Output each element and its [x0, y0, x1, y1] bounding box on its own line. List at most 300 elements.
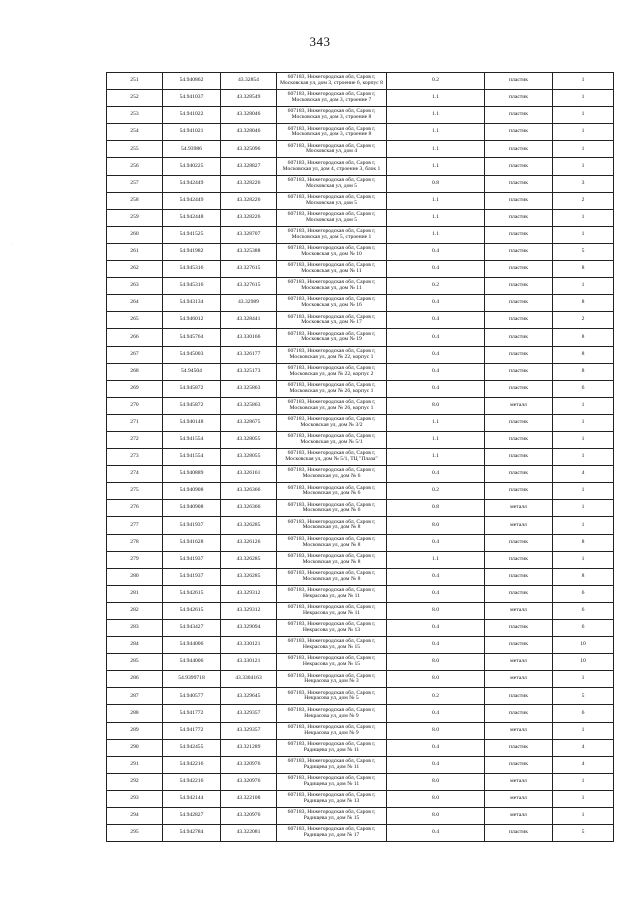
address-cell: 607183, Нижегородская обл, Саров г, Московская ул, дом № 5/1: [277, 431, 387, 448]
longitude-cell: 43.326285: [221, 517, 277, 534]
row-number-cell: 278: [107, 534, 163, 551]
longitude-cell: 43.322081: [221, 825, 277, 842]
container-sites-table: [106, 72, 614, 842]
count-cell: 8: [553, 363, 614, 380]
longitude-cell: 43.328441: [221, 312, 277, 329]
material-cell: пластик: [485, 585, 553, 602]
material-cell: пластик: [485, 534, 553, 551]
latitude-cell: 54.941982: [163, 243, 221, 260]
address-cell: 607183, Нижегородская обл, Саров г, Некрасова ул, дом № 11: [277, 602, 387, 619]
volume-cell: 1.1: [387, 414, 485, 431]
longitude-cell: 43.325863: [221, 380, 277, 397]
address-cell: 607183, Нижегородская обл, Саров г, Некрасова ул, дом № 9: [277, 705, 387, 722]
address-cell: 607183, Нижегородская обл, Саров г, Московская ул, дом № 6: [277, 500, 387, 517]
count-cell: 3: [553, 175, 614, 192]
address-cell: 607183, Нижегородская обл, Саров г, Радищева ул, дом № 11: [277, 739, 387, 756]
row-number-cell: 276: [107, 500, 163, 517]
row-number-cell: 291: [107, 756, 163, 773]
count-cell: 1: [553, 517, 614, 534]
count-cell: 8: [553, 568, 614, 585]
volume-cell: 0.2: [387, 688, 485, 705]
material-cell: пластик: [485, 107, 553, 124]
address-cell: 607183, Нижегородская обл, Саров г, Московская ул, дом № 19: [277, 329, 387, 346]
row-number-cell: 266: [107, 329, 163, 346]
longitude-cell: 43.3304163: [221, 671, 277, 688]
volume-cell: 1.1: [387, 209, 485, 226]
table-row: [107, 500, 614, 517]
count-cell: 6: [553, 585, 614, 602]
count-cell: 5: [553, 243, 614, 260]
longitude-cell: 43.328707: [221, 226, 277, 243]
material-cell: пластик: [485, 329, 553, 346]
volume-cell: 1.1: [387, 90, 485, 107]
count-cell: 1: [553, 722, 614, 739]
count-cell: 1: [553, 431, 614, 448]
count-cell: 1: [553, 671, 614, 688]
material-cell: пластик: [485, 414, 553, 431]
volume-cell: 8.0: [387, 602, 485, 619]
latitude-cell: 54.945316: [163, 278, 221, 295]
count-cell: 1: [553, 483, 614, 500]
row-number-cell: 255: [107, 141, 163, 158]
row-number-cell: 257: [107, 175, 163, 192]
material-cell: пластик: [485, 637, 553, 654]
row-number-cell: 294: [107, 808, 163, 825]
latitude-cell: 54.941628: [163, 534, 221, 551]
row-number-cell: 271: [107, 414, 163, 431]
latitude-cell: 54.943427: [163, 620, 221, 637]
material-cell: пластик: [485, 551, 553, 568]
volume-cell: 0.2: [387, 483, 485, 500]
row-number-cell: 258: [107, 192, 163, 209]
volume-cell: 0.4: [387, 705, 485, 722]
table-row: [107, 483, 614, 500]
table-row: [107, 329, 614, 346]
row-number-cell: 251: [107, 73, 163, 90]
longitude-cell: 43.329312: [221, 585, 277, 602]
latitude-cell: 54.940908: [163, 483, 221, 500]
address-cell: 607183, Нижегородская обл, Саров г, Некрасова ул, дом № 15: [277, 637, 387, 654]
table-row: [107, 739, 614, 756]
address-cell: 607183, Нижегородская обл, Саров г, Московская ул, дом № 22, корпус 1: [277, 346, 387, 363]
longitude-cell: 43.326126: [221, 534, 277, 551]
table-row: [107, 397, 614, 414]
longitude-cell: 43.329094: [221, 620, 277, 637]
longitude-cell: 43.328226: [221, 192, 277, 209]
material-cell: пластик: [485, 278, 553, 295]
latitude-cell: 54.942216: [163, 756, 221, 773]
material-cell: пластик: [485, 483, 553, 500]
count-cell: 4: [553, 739, 614, 756]
material-cell: пластик: [485, 73, 553, 90]
material-cell: металл: [485, 671, 553, 688]
address-cell: 607183, Нижегородская обл, Саров г, Московская ул, дом № 26, корпус 1: [277, 397, 387, 414]
row-number-cell: 261: [107, 243, 163, 260]
longitude-cell: 43.328226: [221, 175, 277, 192]
latitude-cell: 54.93986: [163, 141, 221, 158]
count-cell: 6: [553, 620, 614, 637]
latitude-cell: 54.940862: [163, 73, 221, 90]
longitude-cell: 43.326366: [221, 483, 277, 500]
address-cell: 607183, Нижегородская обл, Саров г, Некрасова ул, дом № 5: [277, 688, 387, 705]
latitude-cell: 54.942144: [163, 790, 221, 807]
page-number: 343: [309, 34, 331, 49]
material-cell: металл: [485, 808, 553, 825]
row-number-cell: 256: [107, 158, 163, 175]
latitude-cell: 54.943134: [163, 295, 221, 312]
row-number-cell: 262: [107, 261, 163, 278]
volume-cell: 0.4: [387, 585, 485, 602]
table-row: [107, 773, 614, 790]
row-number-cell: 284: [107, 637, 163, 654]
count-cell: 5: [553, 688, 614, 705]
row-number-cell: 295: [107, 825, 163, 842]
volume-cell: 8.0: [387, 808, 485, 825]
row-number-cell: 292: [107, 773, 163, 790]
address-cell: 607183, Нижегородская обл, Саров г, Московская ул, дом 4: [277, 141, 387, 158]
row-number-cell: 274: [107, 466, 163, 483]
volume-cell: 0.4: [387, 312, 485, 329]
table-row: [107, 209, 614, 226]
table-row: [107, 346, 614, 363]
material-cell: пластик: [485, 449, 553, 466]
row-number-cell: 279: [107, 551, 163, 568]
latitude-cell: 54.940577: [163, 688, 221, 705]
address-cell: 607183, Нижегородская обл, Саров г, Некрасова ул, дом № 9: [277, 722, 387, 739]
latitude-cell: 54.941554: [163, 431, 221, 448]
latitude-cell: 54.944006: [163, 637, 221, 654]
latitude-cell: 54.942449: [163, 175, 221, 192]
longitude-cell: 43.320976: [221, 756, 277, 773]
table-row: [107, 141, 614, 158]
volume-cell: 0.4: [387, 534, 485, 551]
volume-cell: 0.8: [387, 175, 485, 192]
address-cell: 607183, Нижегородская обл, Саров г, Некрасова ул, дом № 11: [277, 585, 387, 602]
row-number-cell: 289: [107, 722, 163, 739]
latitude-cell: 54.941022: [163, 107, 221, 124]
volume-cell: 0.4: [387, 466, 485, 483]
table-row: [107, 602, 614, 619]
volume-cell: 0.4: [387, 637, 485, 654]
count-cell: 1: [553, 278, 614, 295]
longitude-cell: 43.330121: [221, 654, 277, 671]
count-cell: 10: [553, 637, 614, 654]
material-cell: пластик: [485, 756, 553, 773]
longitude-cell: 43.328549: [221, 90, 277, 107]
margin-mark: ·: [11, 241, 13, 246]
material-cell: пластик: [485, 431, 553, 448]
table-row: [107, 226, 614, 243]
material-cell: пластик: [485, 158, 553, 175]
row-number-cell: 280: [107, 568, 163, 585]
count-cell: 1: [553, 141, 614, 158]
longitude-cell: 43.328055: [221, 449, 277, 466]
longitude-cell: 43.328226: [221, 209, 277, 226]
count-cell: 6: [553, 602, 614, 619]
count-cell: 1: [553, 90, 614, 107]
row-number-cell: 273: [107, 449, 163, 466]
row-number-cell: 285: [107, 654, 163, 671]
table-row: [107, 637, 614, 654]
count-cell: 1: [553, 808, 614, 825]
latitude-cell: 54.941037: [163, 90, 221, 107]
count-cell: 1: [553, 500, 614, 517]
longitude-cell: 43.330121: [221, 637, 277, 654]
count-cell: 4: [553, 756, 614, 773]
volume-cell: 8.0: [387, 654, 485, 671]
longitude-cell: 43.326285: [221, 551, 277, 568]
address-cell: 607183, Нижегородская обл, Саров г, Московская ул, дом № 8: [277, 568, 387, 585]
count-cell: 1: [553, 449, 614, 466]
volume-cell: 0.4: [387, 329, 485, 346]
count-cell: 2: [553, 312, 614, 329]
address-cell: 607183, Нижегородская обл, Саров г, Московская ул, дом 3, строение 8: [277, 124, 387, 141]
address-cell: 607183, Нижегородская обл, Саров г, Московская ул, дом № 8: [277, 517, 387, 534]
table-body: [107, 73, 614, 842]
volume-cell: 8.0: [387, 722, 485, 739]
longitude-cell: 43.326177: [221, 346, 277, 363]
count-cell: 1: [553, 158, 614, 175]
latitude-cell: 54.942827: [163, 808, 221, 825]
row-number-cell: 263: [107, 278, 163, 295]
longitude-cell: 43.326285: [221, 568, 277, 585]
latitude-cell: 54.942216: [163, 773, 221, 790]
row-number-cell: 293: [107, 790, 163, 807]
longitude-cell: 43.325388: [221, 243, 277, 260]
volume-cell: 1.1: [387, 226, 485, 243]
longitude-cell: 43.328055: [221, 431, 277, 448]
material-cell: пластик: [485, 141, 553, 158]
latitude-cell: 54.942615: [163, 602, 221, 619]
material-cell: пластик: [485, 688, 553, 705]
table-row: [107, 620, 614, 637]
table-row: [107, 671, 614, 688]
address-cell: 607183, Нижегородская обл, Саров г, Московская ул, дом 3, строение 8: [277, 107, 387, 124]
count-cell: 8: [553, 346, 614, 363]
address-cell: 607183, Нижегородская обл, Саров г, Московская ул, дом № 8: [277, 551, 387, 568]
volume-cell: 1.1: [387, 107, 485, 124]
volume-cell: 0.2: [387, 278, 485, 295]
row-number-cell: 252: [107, 90, 163, 107]
table-row: [107, 380, 614, 397]
table-row: [107, 585, 614, 602]
count-cell: 1: [553, 107, 614, 124]
table-row: [107, 158, 614, 175]
table-row: [107, 312, 614, 329]
longitude-cell: 43.327615: [221, 278, 277, 295]
material-cell: пластик: [485, 243, 553, 260]
latitude-cell: 54.946012: [163, 312, 221, 329]
table-row: [107, 534, 614, 551]
material-cell: пластик: [485, 620, 553, 637]
address-cell: 607183, Нижегородская обл, Саров г, Московская ул, дом 5: [277, 209, 387, 226]
table-row: [107, 278, 614, 295]
volume-cell: 8.0: [387, 397, 485, 414]
table-row: [107, 175, 614, 192]
material-cell: пластик: [485, 466, 553, 483]
table-row: [107, 654, 614, 671]
table-row: [107, 295, 614, 312]
material-cell: пластик: [485, 90, 553, 107]
count-cell: 8: [553, 261, 614, 278]
latitude-cell: 54.941772: [163, 705, 221, 722]
latitude-cell: 54.942449: [163, 192, 221, 209]
material-cell: металл: [485, 790, 553, 807]
table-row: [107, 431, 614, 448]
volume-cell: 8.0: [387, 790, 485, 807]
row-number-cell: 272: [107, 431, 163, 448]
count-cell: 1: [553, 124, 614, 141]
latitude-cell: 54.941021: [163, 124, 221, 141]
latitude-cell: 54.941937: [163, 517, 221, 534]
address-cell: 607183, Нижегородская обл, Саров г, Московская ул, дом 5: [277, 175, 387, 192]
address-cell: 607183, Нижегородская обл, Саров г, Радищева ул, дом № 17: [277, 825, 387, 842]
latitude-cell: 54.940148: [163, 414, 221, 431]
latitude-cell: 54.94504: [163, 363, 221, 380]
count-cell: 1: [553, 73, 614, 90]
row-number-cell: 268: [107, 363, 163, 380]
volume-cell: 0.8: [387, 500, 485, 517]
latitude-cell: 54.941525: [163, 226, 221, 243]
table-row: [107, 107, 614, 124]
volume-cell: 1.1: [387, 124, 485, 141]
row-number-cell: 253: [107, 107, 163, 124]
material-cell: пластик: [485, 825, 553, 842]
count-cell: 1: [553, 397, 614, 414]
latitude-cell: 54.945872: [163, 397, 221, 414]
volume-cell: 0.4: [387, 363, 485, 380]
longitude-cell: 43.320976: [221, 808, 277, 825]
material-cell: металл: [485, 654, 553, 671]
material-cell: пластик: [485, 192, 553, 209]
address-cell: 607183, Нижегородская обл, Саров г, Московская ул, дом № 8: [277, 534, 387, 551]
longitude-cell: 43.328675: [221, 414, 277, 431]
volume-cell: 1.1: [387, 449, 485, 466]
table-row: [107, 756, 614, 773]
volume-cell: 0.2: [387, 73, 485, 90]
table-row: [107, 261, 614, 278]
address-cell: 607183, Нижегородская обл, Саров г, Московская ул, дом № 16: [277, 295, 387, 312]
material-cell: пластик: [485, 124, 553, 141]
row-number-cell: 277: [107, 517, 163, 534]
latitude-cell: 54.940889: [163, 466, 221, 483]
latitude-cell: 54.942784: [163, 825, 221, 842]
count-cell: 1: [553, 790, 614, 807]
longitude-cell: 43.326366: [221, 500, 277, 517]
address-cell: 607183, Нижегородская обл, Саров г, Московская ул, дом № 3/2: [277, 414, 387, 431]
address-cell: 607183, Нижегородская обл, Саров г, Некрасова ул, дом № 15: [277, 654, 387, 671]
address-cell: 607183, Нижегородская обл, Саров г, Московская ул, дом № 11: [277, 278, 387, 295]
longitude-cell: 43.326161: [221, 466, 277, 483]
longitude-cell: 43.328046: [221, 124, 277, 141]
address-cell: 607183, Нижегородская обл, Саров г, Московская ул, дом № 5/1, ТЦ "Плаза": [277, 449, 387, 466]
count-cell: 10: [553, 654, 614, 671]
address-cell: 607183, Нижегородская обл, Саров г, Московская ул, дом 4, строение 3, блок 1: [277, 158, 387, 175]
material-cell: пластик: [485, 568, 553, 585]
address-cell: 607183, Нижегородская обл, Саров г, Московская ул, дом № 6: [277, 466, 387, 483]
material-cell: пластик: [485, 209, 553, 226]
volume-cell: 8.0: [387, 671, 485, 688]
address-cell: 607183, Нижегородская обл, Саров г, Московская ул, дом 3, строение 6, корпус 8: [277, 73, 387, 90]
material-cell: металл: [485, 722, 553, 739]
longitude-cell: 43.329312: [221, 602, 277, 619]
count-cell: 1: [553, 226, 614, 243]
material-cell: пластик: [485, 226, 553, 243]
volume-cell: 0.4: [387, 261, 485, 278]
table-row: [107, 722, 614, 739]
volume-cell: 0.4: [387, 295, 485, 312]
table-row: [107, 192, 614, 209]
latitude-cell: 54.945872: [163, 380, 221, 397]
row-number-cell: 264: [107, 295, 163, 312]
material-cell: пластик: [485, 346, 553, 363]
material-cell: пластик: [485, 175, 553, 192]
material-cell: металл: [485, 500, 553, 517]
volume-cell: 8.0: [387, 517, 485, 534]
address-cell: 607183, Нижегородская обл, Саров г, Московская ул, дом 5: [277, 192, 387, 209]
address-cell: 607183, Нижегородская обл, Саров г, Московская ул, дом № 22, корпус 2: [277, 363, 387, 380]
volume-cell: 1.1: [387, 141, 485, 158]
address-cell: 607183, Нижегородская обл, Саров г, Московская ул, дом 5, строение 1: [277, 226, 387, 243]
count-cell: 8: [553, 329, 614, 346]
table-row: [107, 825, 614, 842]
count-cell: 1: [553, 773, 614, 790]
longitude-cell: 43.32854: [221, 73, 277, 90]
volume-cell: 8.0: [387, 773, 485, 790]
count-cell: 4: [553, 466, 614, 483]
latitude-cell: 54.941937: [163, 568, 221, 585]
latitude-cell: 54.944006: [163, 654, 221, 671]
volume-cell: 0.4: [387, 756, 485, 773]
row-number-cell: 275: [107, 483, 163, 500]
row-number-cell: 283: [107, 620, 163, 637]
row-number-cell: 267: [107, 346, 163, 363]
material-cell: пластик: [485, 312, 553, 329]
latitude-cell: 54.940908: [163, 500, 221, 517]
count-cell: 5: [553, 825, 614, 842]
material-cell: пластик: [485, 705, 553, 722]
table-row: [107, 414, 614, 431]
count-cell: 1: [553, 209, 614, 226]
row-number-cell: 270: [107, 397, 163, 414]
latitude-cell: 54.942448: [163, 209, 221, 226]
volume-cell: 0.4: [387, 243, 485, 260]
latitude-cell: 54.941772: [163, 722, 221, 739]
material-cell: металл: [485, 397, 553, 414]
address-cell: 607183, Нижегородская обл, Саров г, Радищева ул, дом № 11: [277, 756, 387, 773]
volume-cell: 0.4: [387, 568, 485, 585]
table-row: [107, 808, 614, 825]
material-cell: металл: [485, 517, 553, 534]
latitude-cell: 54.942615: [163, 585, 221, 602]
material-cell: пластик: [485, 261, 553, 278]
longitude-cell: 43.328827: [221, 158, 277, 175]
count-cell: 8: [553, 295, 614, 312]
volume-cell: 0.4: [387, 380, 485, 397]
material-cell: металл: [485, 602, 553, 619]
material-cell: пластик: [485, 295, 553, 312]
volume-cell: 1.1: [387, 551, 485, 568]
table-row: [107, 466, 614, 483]
volume-cell: 0.4: [387, 739, 485, 756]
longitude-cell: 43.327615: [221, 261, 277, 278]
count-cell: 8: [553, 534, 614, 551]
volume-cell: 0.4: [387, 620, 485, 637]
address-cell: 607183, Нижегородская обл, Саров г, Радищева ул, дом № 13: [277, 790, 387, 807]
latitude-cell: 54.942455: [163, 739, 221, 756]
address-cell: 607183, Нижегородская обл, Саров г, Московская ул, дом № 26, корпус 1: [277, 380, 387, 397]
row-number-cell: 281: [107, 585, 163, 602]
